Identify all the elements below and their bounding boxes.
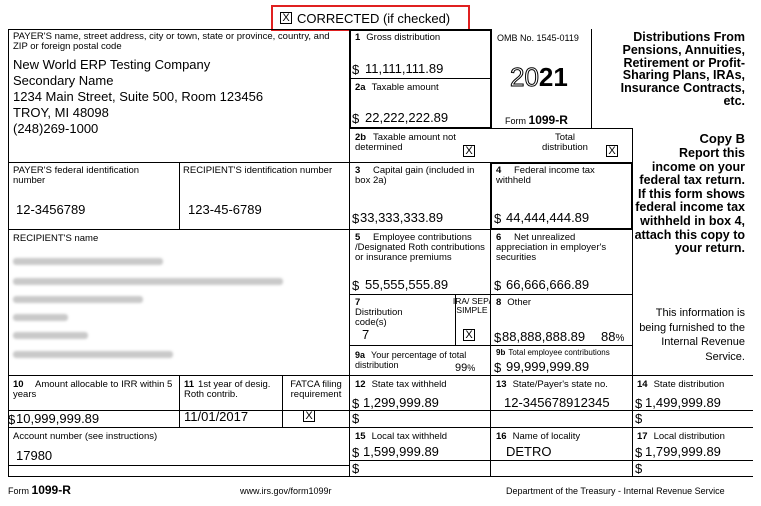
box7-label: 7 Distribution code(s) [355, 297, 403, 328]
recipient-address-redacted-5 [13, 351, 173, 358]
copy-b-text: Report this income on your federal tax return. If this form shows federal income tax withheld in box 4, attach this copy to your return. [634, 146, 745, 256]
box6-label: 6 Net unrealized appreciation in employer's securities [496, 232, 607, 263]
box17-value[interactable]: 1,799,999.89 [645, 444, 721, 459]
recipient-tin-value[interactable]: 123-45-6789 [188, 202, 262, 217]
box9a-label: 9a Your percentage of total distribution [355, 350, 467, 370]
box2b-checkbox[interactable]: X [463, 145, 475, 157]
box17-dollar: $ [635, 445, 643, 460]
box17-dollar-2: $ [635, 461, 643, 476]
box8-label: 8 Other [496, 297, 532, 308]
box4-dollar: $ [494, 211, 502, 226]
account-label: Account number (see instructions) [13, 431, 158, 442]
box2a-label: 2a Taxable amount [355, 82, 439, 93]
box2a-value[interactable]: 22,222,222.89 [365, 110, 449, 125]
box6-dollar: $ [494, 278, 502, 293]
box10-dollar: $ [8, 412, 16, 427]
footer-url[interactable]: www.irs.gov/form1099r [240, 486, 332, 496]
payer-tin-label: PAYER'S federal identification number [13, 165, 140, 186]
box4-label: 4 Federal income tax withheld [496, 165, 595, 186]
box5-label: 5 Employee contributions /Designated Roth contributions or insurance premiums [355, 232, 485, 263]
box16-value[interactable]: DETRO [506, 444, 552, 459]
box14-label: 14 State distribution [637, 379, 725, 390]
box14-dollar-2: $ [635, 411, 643, 426]
box2b-total-checkbox[interactable]: X [606, 145, 618, 157]
payer-tin-value[interactable]: 12-3456789 [16, 202, 86, 217]
corrected-checkbox[interactable]: X [280, 12, 292, 24]
box7-ira-label: IRA/ SEP/ SIMPLE [452, 296, 492, 315]
copy-b-note: This information is being furnished to the Internal Revenue Service. [639, 307, 745, 363]
payer-phone: (248)269-1000 [13, 121, 99, 136]
box12-dollar-2: $ [352, 411, 360, 426]
box16-label: 16 Name of locality [496, 431, 581, 442]
box11-label: 11 1st year of desig. Roth contrib. [184, 379, 271, 400]
recipient-tin-label: RECIPIENT'S identification number [183, 165, 333, 176]
box13-label: 13 State/Payer's state no. [496, 379, 608, 390]
payer-street: 1234 Main Street, Suite 500, Room 123456 [13, 89, 264, 104]
box1-label: 1 Gross distribution [355, 32, 441, 43]
box15-value[interactable]: 1,599,999.89 [363, 444, 439, 459]
box5-value[interactable]: 55,555,555.89 [365, 277, 449, 292]
box15-dollar: $ [352, 445, 360, 460]
box12-dollar: $ [352, 396, 360, 411]
box1-value[interactable]: 11,111,111.89 [365, 61, 444, 76]
recipient-address-redacted-3 [13, 314, 68, 321]
box11-value[interactable]: 11/01/2017 [184, 409, 249, 424]
fatca-checkbox[interactable]: X [303, 410, 315, 422]
recipient-name-redacted [13, 258, 163, 265]
box2b-total-label: Total distribution [542, 132, 588, 153]
box9b-value[interactable]: 99,999,999.89 [506, 359, 590, 374]
box8-percent[interactable]: 88% [601, 329, 625, 344]
payer-name: New World ERP Testing Company [13, 57, 211, 72]
box1-dollar: $ [352, 62, 360, 77]
copy-b-heading: Copy B [699, 131, 745, 146]
box7-code[interactable]: 7 [362, 327, 370, 342]
box8-value[interactable]: 88,888,888.89 [502, 329, 586, 344]
recipient-address-redacted-4 [13, 332, 88, 339]
corrected-label: CORRECTED (if checked) [297, 11, 451, 26]
recipient-address-redacted-2 [13, 296, 143, 303]
recipient-address-redacted-1 [13, 278, 283, 285]
payer-secondary-name: Secondary Name [13, 73, 114, 88]
payer-city: TROY, MI 48098 [13, 105, 109, 120]
box15-dollar-2: $ [352, 461, 360, 476]
omb-number: OMB No. 1545-0119 [497, 33, 579, 43]
footer-form-name: Form 1099-R [8, 483, 71, 497]
box14-value[interactable]: 1,499,999.89 [645, 395, 721, 410]
box9b-dollar: $ [494, 360, 502, 375]
box6-value[interactable]: 66,666,666.89 [506, 277, 590, 292]
box3-value[interactable]: 33,333,333.89 [360, 210, 444, 225]
form-title: Distributions From Pensions, Annuities, Retirement or Profit-Sharing Plans, IRAs, Insurance Contracts, etc. [620, 30, 745, 108]
box8-dollar: $ [494, 330, 502, 345]
box9b-label: 9b Total employee contributions [496, 348, 610, 357]
box3-label: 3 Capital gain (included in box 2a) [355, 165, 475, 186]
recipient-name-label: RECIPIENT'S name [13, 233, 99, 244]
box17-label: 17 Local distribution [637, 431, 725, 442]
payer-label: PAYER'S name, street address, city or town, state or province, country, and ZIP or foreign postal code [13, 31, 330, 52]
fatca-label: FATCA filing requirement [290, 379, 342, 400]
box10-value[interactable]: 10,999,999.89 [16, 411, 100, 426]
box10-label: 10 Amount allocable to IRR within 5 years [13, 379, 173, 400]
box4-value[interactable]: 44,444,444.89 [506, 210, 590, 225]
box3-dollar: $ [352, 211, 360, 226]
tax-year: 2021 [510, 62, 568, 92]
box9a-value[interactable]: 99% [455, 362, 476, 374]
box2b-label: 2b Taxable amount not determined [355, 132, 456, 153]
box2a-dollar: $ [352, 111, 360, 126]
form-name: Form 1099-R [505, 113, 568, 127]
box12-label: 12 State tax withheld [355, 379, 447, 390]
box13-value[interactable]: 12-345678912345 [504, 395, 610, 410]
box5-dollar: $ [352, 278, 360, 293]
box15-label: 15 Local tax withheld [355, 431, 448, 442]
box14-dollar: $ [635, 396, 643, 411]
box12-value[interactable]: 1,299,999.89 [363, 395, 439, 410]
box7-ira-checkbox[interactable]: X [463, 329, 475, 341]
account-value[interactable]: 17980 [16, 448, 53, 463]
footer-department: Department of the Treasury - Internal Revenue Service [506, 486, 725, 496]
